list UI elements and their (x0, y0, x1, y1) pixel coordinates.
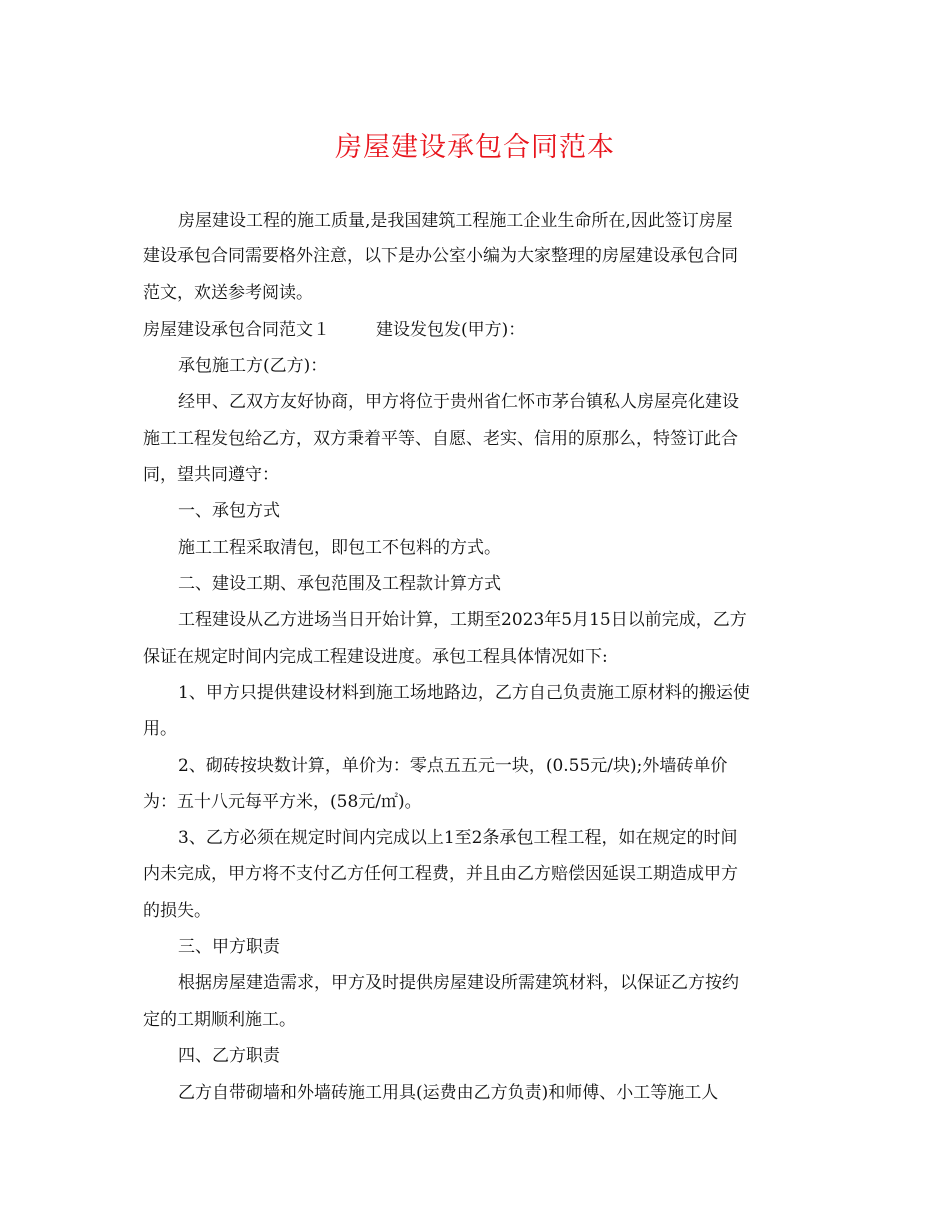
section-heading: 三、甲方职责 (178, 937, 280, 957)
paragraph-line: 施工工程采取清包，即包工不包料的方式。 (178, 538, 501, 558)
paragraph-line: 2、砌砖按块数计算，单价为：零点五五元一块，(0.55元/块);外墙砖单价 (178, 756, 728, 776)
paragraph-line: 为：五十八元每平方米，(58元/㎡)。 (143, 792, 422, 812)
section-heading: 房屋建设承包合同范文１ (143, 320, 330, 340)
paragraph-line: 3、乙方必须在规定时间内完成以上1至2条承包工程工程，如在规定的时间 (178, 828, 738, 848)
paragraph-line: 同，望共同遵守： (143, 465, 279, 485)
paragraph-line: 用。 (143, 719, 177, 739)
section-heading: 一、承包方式 (178, 501, 280, 521)
party-a-label: 建设发包发(甲方)： (376, 320, 526, 340)
paragraph-line: 的损失。 (143, 901, 211, 921)
heading-row (143, 318, 525, 342)
paragraph-line: 范文，欢送参考阅读。 (143, 283, 313, 303)
paragraph-line: 根据房屋建造需求，甲方及时提供房屋建设所需建筑材料，以保证乙方按约 (178, 973, 739, 993)
party-b-label: 承包施工方(乙方)： (178, 356, 328, 376)
paragraph-line: 乙方自带砌墙和外墙砖施工用具(运费由乙方负责)和师傅、小工等施工人 (178, 1083, 719, 1103)
paragraph-line: 房屋建设工程的施工质量,是我国建筑工程施工企业生命所在,因此签订房屋 (178, 211, 733, 231)
paragraph-line: 经甲、乙双方友好协商，甲方将位于贵州省仁怀市茅台镇私人房屋亮化建设 (178, 392, 739, 412)
paragraph-line: 工程建设从乙方进场当日开始计算，工期至2023年5月15日以前完成，乙方 (178, 610, 747, 630)
section-heading: 二、建设工期、承包范围及工程款计算方式 (178, 574, 501, 594)
paragraph-line: 1、甲方只提供建设材料到施工场地路边，乙方自己负责施工原材料的搬运使 (178, 683, 750, 703)
paragraph-line: 内未完成，甲方将不支付乙方任何工程费，并且由乙方赔偿因延误工期造成甲方 (143, 864, 738, 884)
paragraph-line: 定的工期顺利施工。 (143, 1010, 296, 1030)
paragraph-line: 建设承包合同需要格外注意，以下是办公室小编为大家整理的房屋建设承包合同 (143, 246, 738, 266)
paragraph-line: 保证在规定时间内完成工程建设进度。承包工程具体情况如下: (143, 647, 608, 667)
document-title: 房屋建设承包合同范本 (335, 132, 615, 163)
section-heading: 四、乙方职责 (178, 1046, 280, 1066)
paragraph-line: 施工工程发包给乙方，双方秉着平等、自愿、老实、信用的原那么，特签订此合 (143, 429, 738, 449)
